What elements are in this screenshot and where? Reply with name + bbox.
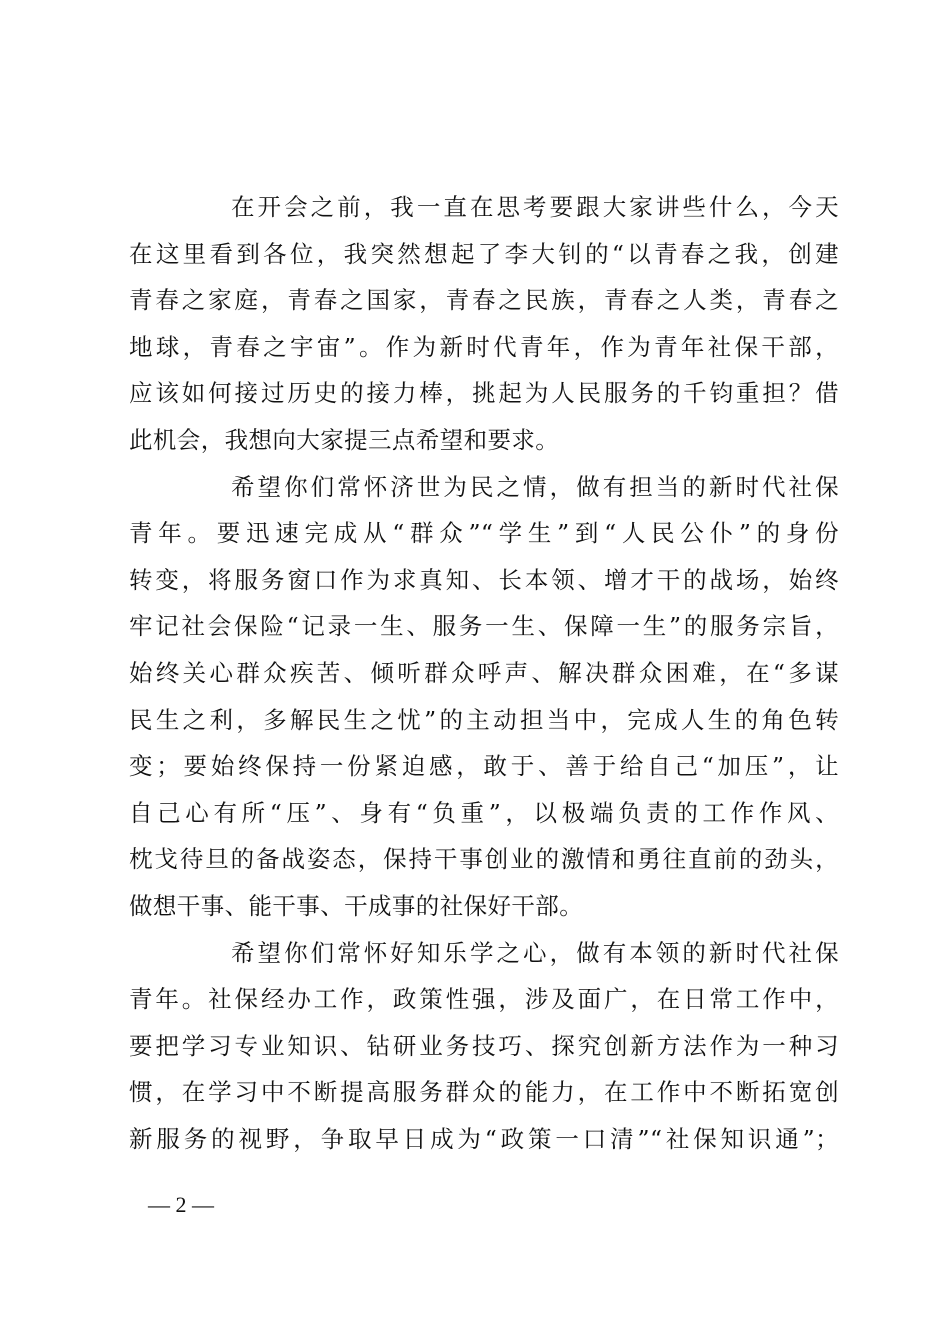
text-line: 民生之利，多解民生之忧”的主动担当中，完成人生的角色转 (129, 705, 839, 734)
text-line: 自己心有所“压”、身有“负重”，以极端负责的工作作风、 (129, 798, 839, 827)
text-line: 青春之家庭，青春之国家，青春之民族，青春之人类，青春之 (129, 286, 839, 315)
paragraph-hope-responsibility (129, 464, 839, 930)
text-line: 枕戈待旦的备战姿态，保持干事创业的激情和勇往直前的劲头， (129, 845, 839, 874)
text-line: 在这里看到各位，我突然想起了李大钊的“以青春之我，创建 (129, 239, 839, 268)
text-line: 青年。要迅速完成从“群众”“学生”到“人民公仆”的身份 (129, 519, 839, 548)
text-line: 地球，青春之宇宙”。作为新时代青年，作为青年社保干部， (129, 332, 839, 361)
text-line: 新服务的视野，争取早日成为“政策一口清”“社保知识通”； (129, 1124, 839, 1153)
text-line: 做想干事、能干事、干成事的社保好干部。 (129, 891, 584, 920)
text-line: 青年。社保经办工作，政策性强，涉及面广，在日常工作中， (129, 985, 839, 1014)
text-line: 转变，将服务窗口作为求真知、长本领、增才干的战场，始终 (129, 565, 839, 594)
text-line: 在开会之前，我一直在思考要跟大家讲些什么，今天 (231, 193, 839, 221)
page-number: — 2 — (148, 1192, 214, 1217)
text-line: 惯，在学习中不断提高服务群众的能力，在工作中不断拓宽创 (129, 1078, 839, 1107)
text-line: 希望你们常怀济世为民之情，做有担当的新时代社保 (231, 472, 839, 501)
text-line: 牢记社会保险“记录一生、服务一生、保障一生”的服务宗旨， (129, 612, 839, 641)
text-line: 希望你们常怀好知乐学之心，做有本领的新时代社保 (231, 938, 839, 967)
text-line: 变；要始终保持一份紧迫感，敢于、善于给自己“加压”，让 (129, 752, 839, 781)
text-line: 始终关心群众疾苦、倾听群众呼声、解决群众困难，在“多谋 (129, 658, 839, 687)
text-line: 应该如何接过历史的接力棒，挑起为人民服务的千钧重担？借 (129, 379, 839, 408)
paragraph-hope-learning (129, 930, 839, 1163)
text-line: 此机会，我想向大家提三点希望和要求。 (129, 425, 560, 454)
text-line: 要把学习专业知识、钻研业务技巧、探究创新方法作为一种习 (129, 1031, 839, 1060)
body-text (129, 184, 839, 1162)
paragraph-intro (129, 184, 839, 464)
